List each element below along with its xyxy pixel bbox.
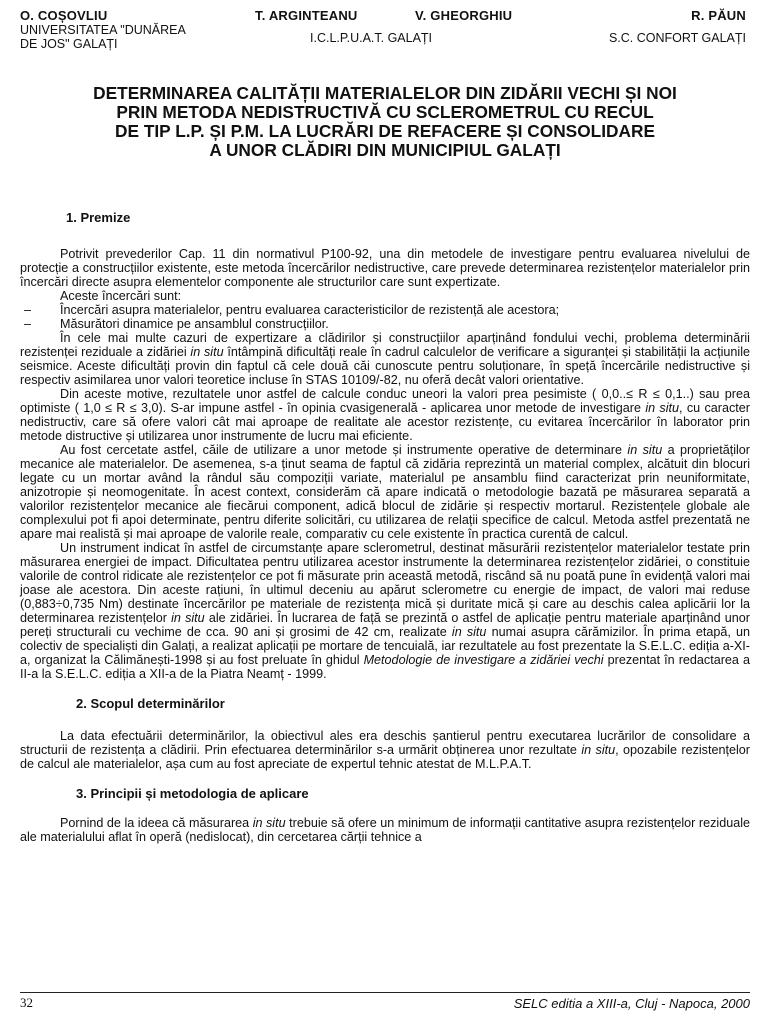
author-paun — [609, 9, 746, 45]
list-item: – Încercări asupra materialelor, pentru evaluarea caracteristicilor de rezistență ale acestora; — [20, 303, 750, 317]
author-name: V. GHEORGHIU — [415, 8, 513, 23]
author-gheorghiu — [415, 9, 512, 23]
author-name: R. PĂUN — [691, 8, 746, 23]
authors-header — [0, 0, 768, 60]
author-name: O. COȘOVLIU — [20, 8, 108, 23]
title-line: DETERMINAREA CALITĂȚII MATERIALELOR DIN ZIDĂRII VECHI ȘI NOI — [93, 83, 677, 103]
author-name: T. ARGINTEANU — [255, 8, 358, 23]
paragraph: Au fost cercetate astfel, căile de utilizare a unor metode și instrumente operative de determinare in situ a proprietăților mecanice ale materialelor. De asemenea, s-a ținut seama de faptul că zidăria reprezintă un material complex, alcătuit din blocuri legate cu un mortar având la rândul său compoziții variate, materialul pe ansamblu fiind caracterizat prin neuniformitate, anizotropie și neomogenitate. În acest context, considerăm că apare indicată o metodologie bazată pe măsurarea separată a valorilor rezistențelor mecanice ale fiecărui component, adică blocul de zidărie și respectiv mortarul. Rezistențele globale ale complexului pot fi apoi determinate, pentru diferite solicitări, cu utilizarea de relații specifice de calcul. Metoda astfel prezentată ne apare mai realistă și mai aproape de valorile reale, comparativ cu cele existente în practica curentă de calcul. — [20, 443, 750, 541]
author-arginteanu — [255, 9, 432, 45]
paragraph: Un instrument indicat în astfel de circumstanțe apare sclerometrul, destinat măsurării rezistențelor materialelor testate prin măsurarea energiei de impact. Dificultatea pentru utilizarea acestor instrumente la determinarea rezistențelor zidăriei, o constituie valorile de control ridicate ale rezistențelor ce pot fi măsurate prin această metodă, riscând să nu poată pune în evidență valori mai joase ale acestora. Din aceste rațiuni, în ultimul deceniu au apărut sclerometre cu energie de impact, de valori mai reduse (0,883÷0,735 Nm) destinate încercărilor pe materiale de rezistența mică și duritate mică și care au deschis calea aplicării lor la determinarea rezistențelor in situ ale zidăriei. În lucrarea de față se prezintă o astfel de aplicație pentru materiale aparținând unor pereți structurali cu vechime de cca. 90 ani și grosimi de 42 cm, realizate in situ numai asupra cărămizilor. În prima etapă, un colectiv de specialiști din Galați, a realizat aplicații pe mortare de tencuială, iar rezultatele au fost prezentate la S.E.L.C. ediția a-XI-a, organizat la Călimănești-1998 și au fost preluate în ghidul Metodologie de investigare a zidăriei vechi prezentat în redactarea a II-a la S.E.L.C. ediția a XII-a de la Piatra Neamț - 1999. — [20, 541, 751, 681]
paragraph: La data efectuării determinărilor, la obiectivul ales era deschis șantierul pentru executarea lucrărilor de consolidare a structurii de rezistența a clădirii. Prin efectuarea determinărilor s-a urmărit obținerea unor rezultate in situ, opozabile rezistențelor de calcul ale materialelor, așa cum au fost apreciate de expertul tehnic atestat de M.L.P.A.T. — [20, 729, 750, 771]
paragraph: În cele mai multe cazuri de expertizare a clădirilor și construcțiilor aparținând fondului vechi, problema determinării rezistenței reziduale a zidăriei in situ întâmpină dificultăți reale în cadrul calculelor de verificare a siguranței și stabilității la acțiunile seismice. Aceste dificultăți provin din faptul că cele două căi cunoscute pentru soluționare, în speță încercările nedistructive și respectiv asimilarea unor valori teoretice incluse în STAS 10109/-82, nu oferă decât valori orientative. — [20, 331, 751, 387]
title-line: PRIN METODA NEDISTRUCTIVĂ CU SCLEROMETRUL CU RECUL — [116, 102, 654, 122]
paper-body — [20, 210, 750, 844]
author-affiliation — [20, 23, 186, 51]
section-heading-principii: 3. Principii și metodologia de aplicare — [76, 786, 309, 801]
section-heading-scopul: 2. Scopul determinărilor — [76, 696, 225, 711]
list-item: – Măsurători dinamice pe ansamblul construcțiilor. — [20, 317, 750, 331]
paragraph: Aceste încercări sunt: — [60, 289, 182, 303]
page-number: 32 — [20, 995, 33, 1010]
conference-name: SELC editia a XIII-a, Cluj - Napoca, 2000 — [513, 996, 750, 1011]
title-line: DE TIP L.P. ȘI P.M. LA LUCRĂRI DE REFACERE ȘI CONSOLIDARE — [115, 121, 655, 141]
author-affiliation: S.C. CONFORT GALAȚI — [608, 31, 746, 45]
author-affiliation: I.C.L.P.U.A.T. GALAȚI — [310, 31, 433, 45]
footer-rule — [20, 992, 750, 993]
author-cosovliu — [20, 9, 186, 51]
section-heading-premize: 1. Premize — [66, 210, 131, 225]
bullet-list — [20, 303, 750, 331]
paragraph: Din aceste motive, rezultatele unor astfel de calcule conduc uneori la valori prea pesimiste ( 0,0..≤ R ≤ 0,1..) sau prea optimiste ( 1,0 ≤ R ≤ 3,0). S-ar impune astfel - în opinia cvasigenerală - aplicarea unor metode de investigare in situ, cu caracter nedistructiv, care să ofere valori cât mai aproape de realitate ale acestor rezistențe, cu evitarea încercărilor în laborator prin metode distructive și utilizarea unor instrumente de lucru mai eficiente. — [20, 387, 750, 443]
affiliation-line: DE JOS" GALAȚI — [20, 37, 118, 51]
page-footer — [20, 992, 750, 1014]
paragraph: Pornind de la ideea că măsurarea in situ trebuie să ofere un minimum de informații cantitative asupra rezistențelor reziduale ale materialului aflat în operă (nedislocat), din cercetarea cărții tehnice a — [20, 816, 751, 844]
paper-title — [20, 84, 750, 160]
affiliation-line: UNIVERSITATEA "DUNĂREA — [20, 23, 186, 37]
title-line: A UNOR CLĂDIRI DIN MUNICIPIUL GALAȚI — [209, 140, 561, 160]
paragraph: Potrivit prevederilor Cap. 11 din normativul P100-92, una din metodele de investigare pentru evaluarea nivelului de protecție a construcțiilor existente, este metoda încercărilor nedistructive, care prevede determinarea rezistențelor materialelor prin încercări directe asupra elementelor componente ale structurilor care sunt expertizate. — [20, 247, 750, 289]
